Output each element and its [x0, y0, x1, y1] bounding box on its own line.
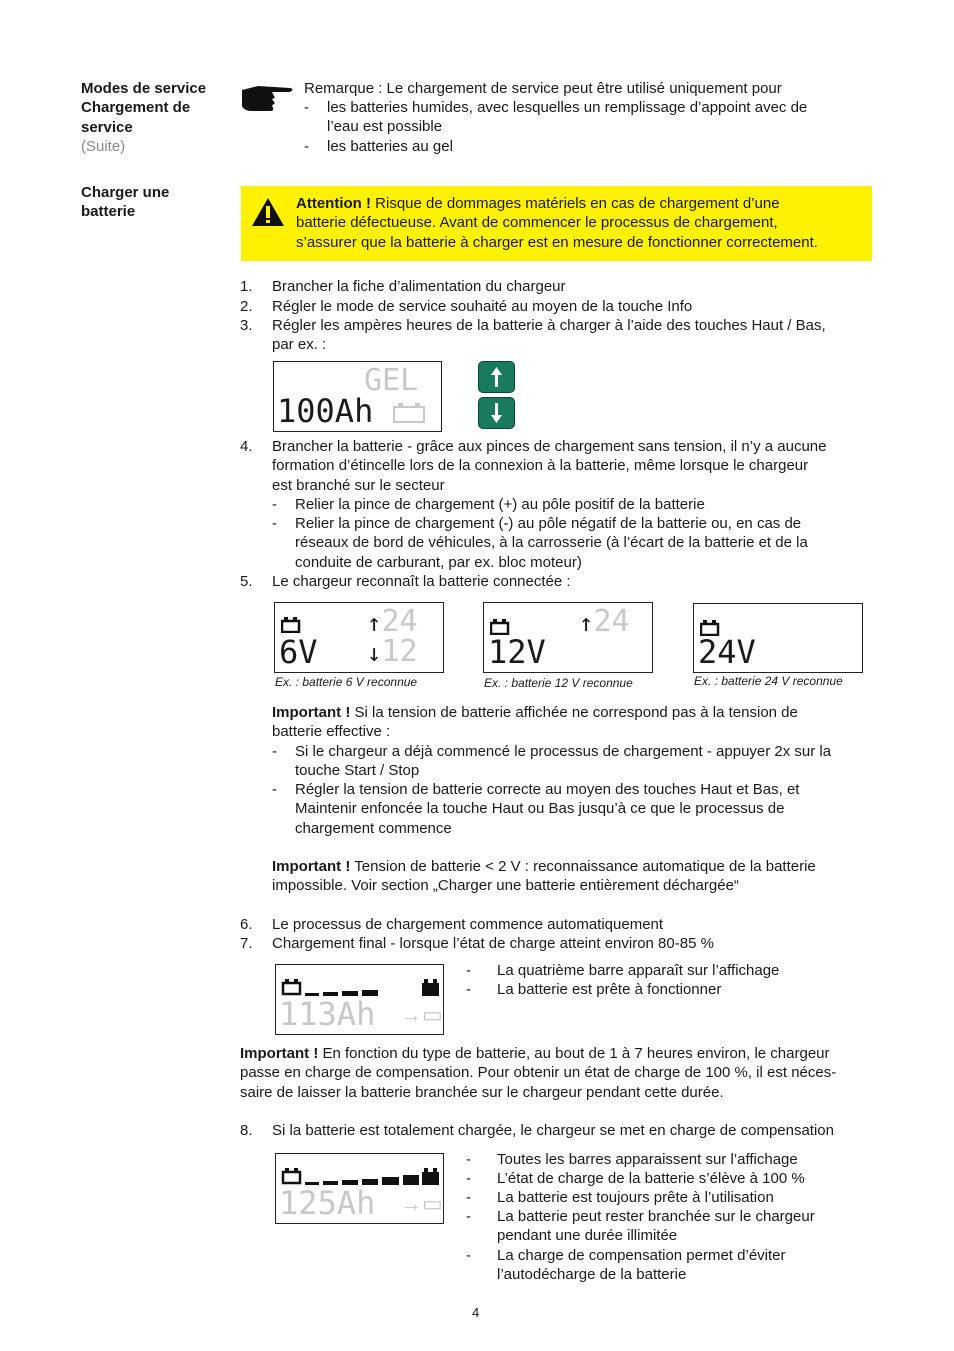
dash: -	[466, 1170, 471, 1187]
lcd-gel-label: GEL	[364, 363, 419, 398]
dash: -	[272, 515, 277, 532]
step-text: Le chargeur reconnaît la batterie connectée :	[272, 573, 571, 590]
note-item	[497, 1246, 877, 1285]
dash: -	[466, 1208, 471, 1225]
warning-box	[241, 186, 872, 261]
important-line: impossible. Voir section „Charger une batterie entièrement déchargée“	[272, 877, 739, 895]
sub-item-line: Relier la pince de chargement (-) au pôle négatif de la batterie ou, en cas de	[295, 515, 802, 532]
lcd-display-6v	[274, 602, 444, 673]
dash: -	[466, 962, 471, 979]
heading-line: Charger une	[81, 184, 170, 201]
arrow-right-battery-icon: →▭	[400, 1002, 443, 1027]
heading-line: Modes de service	[81, 80, 207, 97]
pointing-hand-icon	[240, 84, 296, 112]
heading-line: Chargement de	[81, 99, 191, 117]
step-line: Brancher la batterie - grâce aux pinces de chargement sans tension, il n’y a aucune	[272, 438, 827, 455]
section-heading-charger	[81, 183, 231, 222]
warning-text	[296, 194, 866, 252]
sub-item-line: réseaux de bord de véhicules, à la carrosserie (à l’écart de la batterie et de la	[295, 534, 808, 552]
lcd-display-24v	[693, 603, 863, 673]
important-note-duration	[240, 1044, 890, 1102]
lcd-ah-value: 125Ah	[279, 1184, 376, 1222]
lcd-ah-value: 100Ah	[277, 392, 374, 430]
step-number: 8.	[240, 1122, 253, 1139]
battery-outline-icon	[392, 402, 428, 424]
remark-item	[327, 98, 867, 137]
warning-line: batterie défectueuse. Avant de commencer le processus de chargement,	[296, 214, 778, 232]
lcd-voltage: 6V	[279, 633, 318, 671]
step-text: Si la batterie est totalement chargée, le chargeur se met en charge de compensation	[272, 1122, 834, 1139]
arrow-up-icon: ↑	[367, 609, 382, 637]
note-line: pendant une durée illimitée	[497, 1227, 678, 1245]
sub-item-line: chargement commence	[295, 819, 452, 837]
note-item: Toutes les barres apparaissent sur l’affichage	[497, 1151, 798, 1168]
caption-12v: Ex. : batterie 12 V reconnue	[484, 676, 633, 690]
lcd-display-125ah	[275, 1153, 444, 1224]
page-number: 4	[472, 1305, 480, 1320]
note-line: La charge de compensation permet d’éviter	[497, 1247, 786, 1264]
sub-item-line: conduite de carburant, par ex. bloc moteur)	[295, 553, 582, 571]
dash: -	[466, 981, 471, 998]
warning-triangle-icon	[251, 197, 285, 227]
dash: -	[304, 138, 309, 155]
battery-icon	[281, 617, 301, 633]
step-number: 5.	[240, 573, 253, 590]
note-item	[497, 1207, 877, 1246]
lcd-display-113ah	[275, 964, 444, 1035]
lcd-faint-value: 24	[381, 604, 418, 639]
dash: -	[272, 743, 277, 760]
step-number: 6.	[240, 916, 253, 933]
remark-item-line: les batteries humides, avec lesquelles un remplissage d’appoint avec de	[327, 99, 808, 116]
important-line: passe en charge de compensation. Pour obtenir un état de charge de 100 %, il est néces-	[240, 1064, 837, 1082]
note-item: La batterie est toujours prête à l’utilisation	[497, 1189, 774, 1206]
lcd-ah-value: 113Ah	[279, 995, 376, 1033]
step-text: Le processus de chargement commence automatiquement	[272, 916, 664, 933]
lcd-up-row	[579, 605, 630, 640]
step-text: Chargement final - lorsque l’état de charge atteint environ 80-85 %	[272, 935, 714, 952]
dash: -	[272, 496, 277, 513]
arrow-up-icon	[479, 362, 514, 392]
warning-line: Risque de dommages matériels en cas de chargement d’une	[370, 195, 780, 212]
important-note-low-voltage	[272, 857, 872, 896]
heading-line: service	[81, 118, 133, 136]
important-note-voltage	[272, 703, 872, 742]
step-number: 4.	[240, 438, 253, 455]
remark-item-line: l’eau est possible	[327, 118, 443, 136]
sub-item	[295, 742, 875, 781]
sub-item-line: Régler la tension de batterie correcte au moyen des touches Haut et Bas, et	[295, 781, 800, 798]
up-button[interactable]	[478, 361, 515, 393]
step-text	[272, 437, 872, 495]
step-line: formation d’étincelle lors de la connexion à la batterie, même lorsque le chargeur	[272, 457, 809, 475]
note-line: l’autodécharge de la batterie	[497, 1266, 687, 1284]
down-button[interactable]	[478, 397, 515, 429]
note-item: La quatrième barre apparaît sur l’affichage	[497, 962, 780, 979]
step-number: 1.	[240, 278, 253, 295]
remark-item: les batteries au gel	[327, 138, 453, 155]
sub-item: Relier la pince de chargement (+) au pôle positif de la batterie	[295, 496, 705, 513]
dash: -	[466, 1151, 471, 1168]
sub-item	[295, 780, 875, 838]
step-text: Brancher la fiche d’alimentation du chargeur	[272, 278, 566, 295]
lcd-voltage: 24V	[698, 633, 756, 671]
step-line: Régler les ampères heures de la batterie à charger à l’aide des touches Haut / Bas,	[272, 317, 826, 334]
lcd-faint-value: 12	[381, 634, 418, 669]
caption-6v: Ex. : batterie 6 V reconnue	[275, 675, 418, 689]
step-line: est branché sur le secteur	[272, 476, 445, 494]
lcd-voltage: 12V	[488, 633, 546, 671]
important-line: Tension de batterie < 2 V : reconnaissance automatique de la batterie	[350, 858, 816, 875]
step-number: 7.	[240, 935, 253, 952]
remark-intro: Remarque : Le chargement de service peut être utilisé uniquement pour	[304, 80, 782, 97]
arrow-right-battery-icon: →▭	[400, 1191, 443, 1216]
dash: -	[304, 99, 309, 116]
heading-line: batterie	[81, 203, 136, 221]
step-line: par ex. :	[272, 336, 327, 354]
warning-label: Attention !	[296, 195, 371, 212]
important-line: En fonction du type de batterie, au bout de 1 à 7 heures environ, le chargeur	[318, 1045, 830, 1062]
lcd-display-12v	[483, 602, 653, 673]
lcd-display-100ah	[273, 361, 442, 432]
step-text: Régler le mode de service souhaité au moyen de la touche Info	[272, 298, 693, 315]
arrow-down-icon	[479, 398, 514, 428]
important-label: Important !	[272, 858, 351, 875]
lcd-down-row	[367, 635, 418, 670]
dash: -	[272, 781, 277, 798]
dash: -	[466, 1247, 471, 1264]
heading-suite: (Suite)	[81, 138, 126, 156]
dash: -	[466, 1189, 471, 1206]
step-number: 3.	[240, 317, 253, 334]
step-number: 2.	[240, 298, 253, 315]
important-label: Important !	[272, 704, 351, 721]
important-label: Important !	[240, 1045, 319, 1062]
note-line: La batterie peut rester branchée sur le chargeur	[497, 1208, 815, 1225]
arrow-down-icon: ↓	[367, 639, 382, 667]
note-item: L’état de charge de la batterie s’élève à 100 %	[497, 1170, 805, 1187]
sub-item-line: Maintenir enfoncée la touche Haut ou Bas jusqu’à ce que le processus de	[295, 800, 785, 818]
section-heading-modes	[81, 79, 231, 157]
note-item: La batterie est prête à fonctionner	[497, 981, 722, 998]
important-line: Si la tension de batterie affichée ne correspond pas à la tension de	[350, 704, 798, 721]
sub-item	[295, 514, 875, 572]
step-text	[272, 316, 872, 355]
important-line: saire de laisser la batterie branchée sur le chargeur pendant cette durée.	[240, 1083, 724, 1101]
important-line: batterie effective :	[272, 723, 391, 741]
sub-item-line: touche Start / Stop	[295, 762, 420, 780]
remark-block	[304, 79, 864, 98]
lcd-faint-value: 24	[593, 604, 630, 639]
caption-24v: Ex. : batterie 24 V reconnue	[694, 674, 843, 688]
sub-item-line: Si le chargeur a déjà commencé le processus de chargement - appuyer 2x sur la	[295, 743, 832, 760]
warning-line: s’assurer que la batterie à charger est en mesure de fonctionner correctement.	[296, 233, 818, 251]
arrow-up-icon: ↑	[579, 609, 594, 637]
